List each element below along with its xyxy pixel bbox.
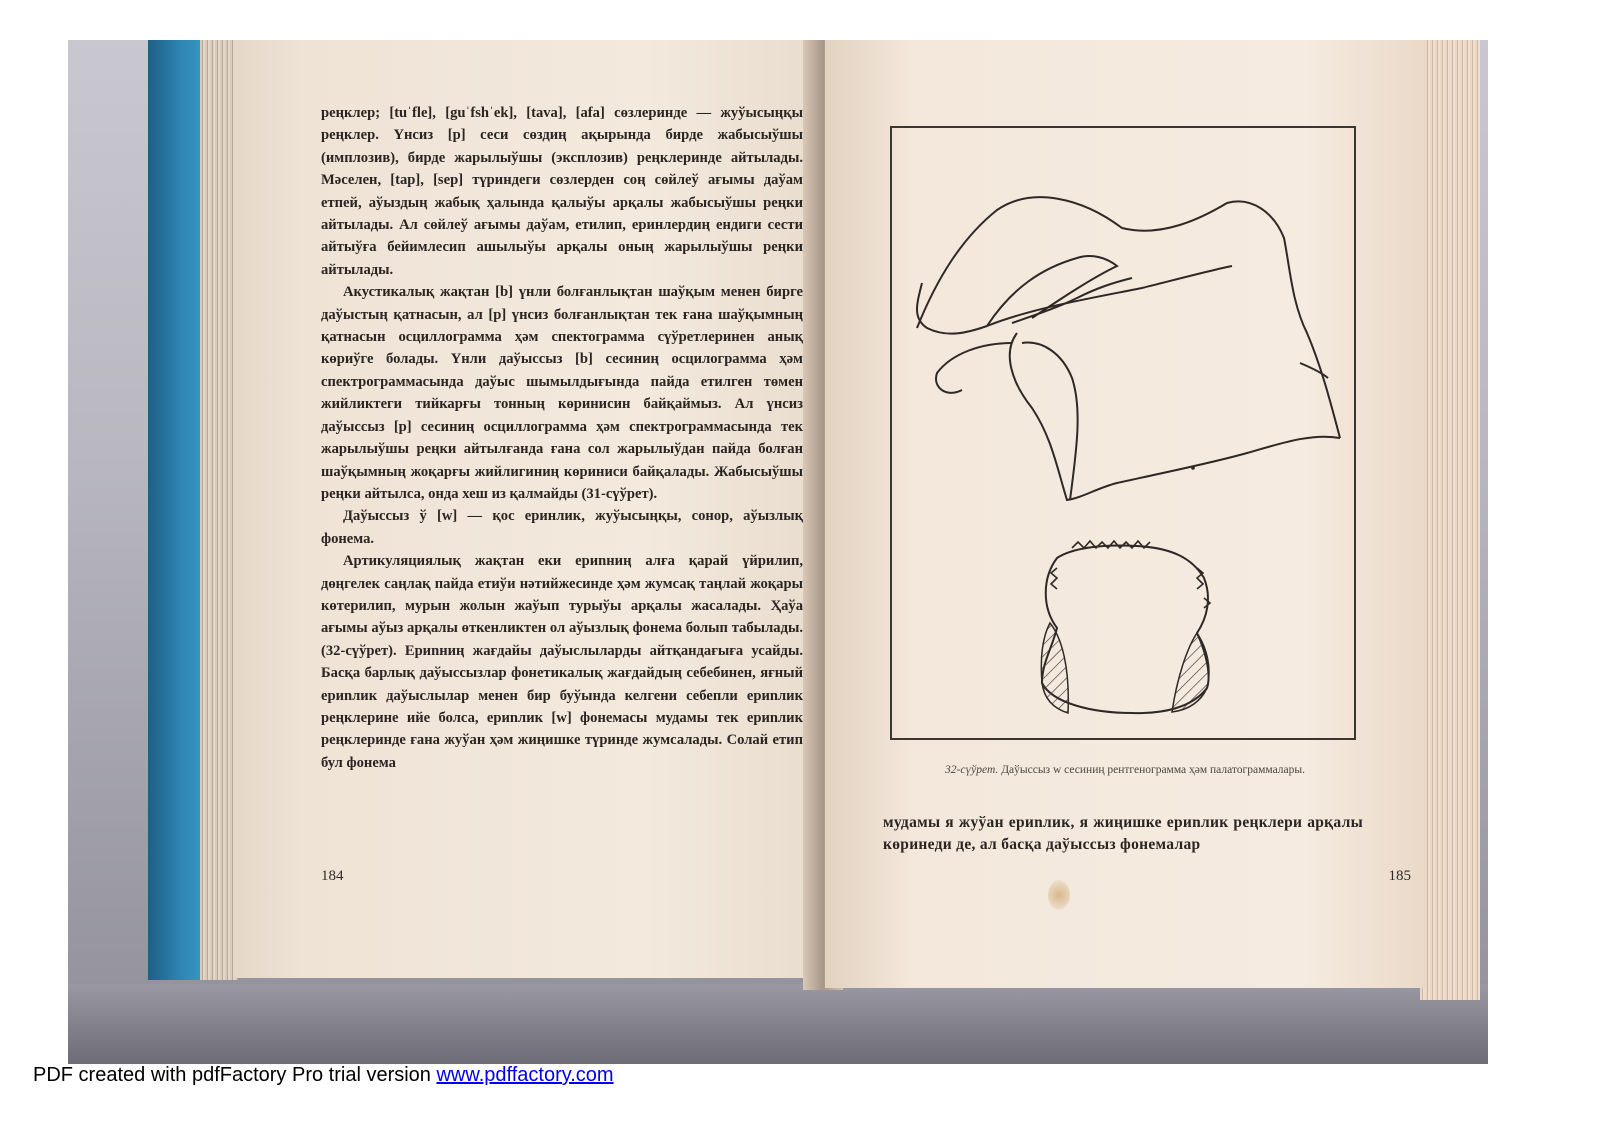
book-cover-edge <box>148 40 208 980</box>
left-page <box>233 40 825 978</box>
caption-label: 32-сүўрет. <box>945 764 999 776</box>
pdf-footer <box>33 1064 614 1087</box>
palatogram-drawing <box>1041 541 1210 713</box>
right-page-number: 185 <box>1388 868 1411 884</box>
right-page-text <box>883 812 1363 857</box>
left-paragraph-2: Акустикалық жақтан [b] үнли болғанлықтан шаўқым менен бирге даўыстың қатнасын, ал [p] үнсиз болғанлықтан тек ғана шаўқымның қатнасын осциллограмма ҳәм спектограмма сүўретлеринен анық көриўге болады. Үнли даўыссыз [b] сесиниң осцилограмма ҳәм спектрограммасында даўыс шымылдығында пайда етилген төмен жийликтеги тийкарғы тонның көринисин байқаймыз. Ал үнсиз даўыссыз [p] сесиниң осциллограмма ҳәм спектрограммасында тек жарылыўшы реңки айтылғанда ғана сол жарылыўдан пайда болған шаўқымның жоқарғы жийлигиниң көриниси байқалады. Жабысыўшы реңки айтылса, онда хеш из қалмайды (31-сүўрет). <box>321 284 803 502</box>
figure-caption <box>885 762 1365 779</box>
left-paragraph-3: Даўыссыз ў [w] — қос еринлик, жуўысыңқы, сонор, аўызлық фонема. <box>321 508 803 547</box>
scanned-book-image <box>68 40 1488 1064</box>
left-paragraph-4: Артикуляциялық жақтан еки ериnниң алға қарай үйрилип, дөңгелек саңлақ пайда етиўи нәтийжесинде ҳәм жумсақ таңлай жоқары көтерилип, мурын жолын жаўып турыўы арқалы жасалады. Ҳаўа ағымы аўыз арқалы өткенликтен ол аўызлық фонема болып табылады. (32-сүўрет). Ериnниң жағдайы даўыслыларды айтқандағыға усайды. Басқа барлық даўыссызлар фонетикалық жағдайдың себебинен, яғный ериnлик даўыслылар менен бир буўында келгени себепли ериnлик реңклерине ийе болса, ериnлик [w] фонемасы мудамы тек ериnлик реңклеринде ғана жуўан ҳәм жиңишке түринде жумсалады. Солай етип бул фонема <box>321 553 803 771</box>
figure-32-drawing <box>892 128 1354 738</box>
caption-text: Даўыссыз w сесиниң рентгенограмма ҳәм палатограммалары. <box>1001 764 1305 776</box>
figure-32-frame <box>890 126 1356 740</box>
right-paragraph-1: мудамы я жуўан ериnлик, я жиңишке ериnлик реңклери арқалы көринеди де, ал басқа даўыссыз фонемалар <box>883 814 1363 854</box>
paper-stain <box>1048 880 1070 910</box>
xray-profile-drawing <box>917 197 1340 500</box>
footer-link[interactable]: www.pdffactory.com <box>436 1064 614 1086</box>
scan-background-bottom <box>68 984 1488 1064</box>
right-page-stack <box>1420 40 1480 1000</box>
left-page-number: 184 <box>321 868 344 884</box>
right-page <box>825 40 1425 988</box>
left-page-text <box>321 102 803 774</box>
left-paragraph-1: реңклер; [tuˈfle], [guˈfshˈek], [tava], [afa] сөзлеринде — жуўысыңқы реңклер. Үнсиз [p] сеси сөздиң ақырында бирде жабысыўшы (имплозив), бирде жарылыўшы (эксплозив) реңклеринде айтылады. Мәселен, [tap], [sep] түриндеги сөзлерден соң сөйлеў ағымы даўам етпей, аўыздың жабық ҳалында қалыўы арқалы жабысыўшы реңки айтылады. Ал сөйлеў ағымы даўам, етилип, еринлердиң ендиги сести айтыўға бейимлесип ашылыўы арқалы оның жарылыўшы реңки айтылады. <box>321 105 803 278</box>
footer-text: PDF created with pdfFactory Pro trial version <box>33 1064 437 1086</box>
